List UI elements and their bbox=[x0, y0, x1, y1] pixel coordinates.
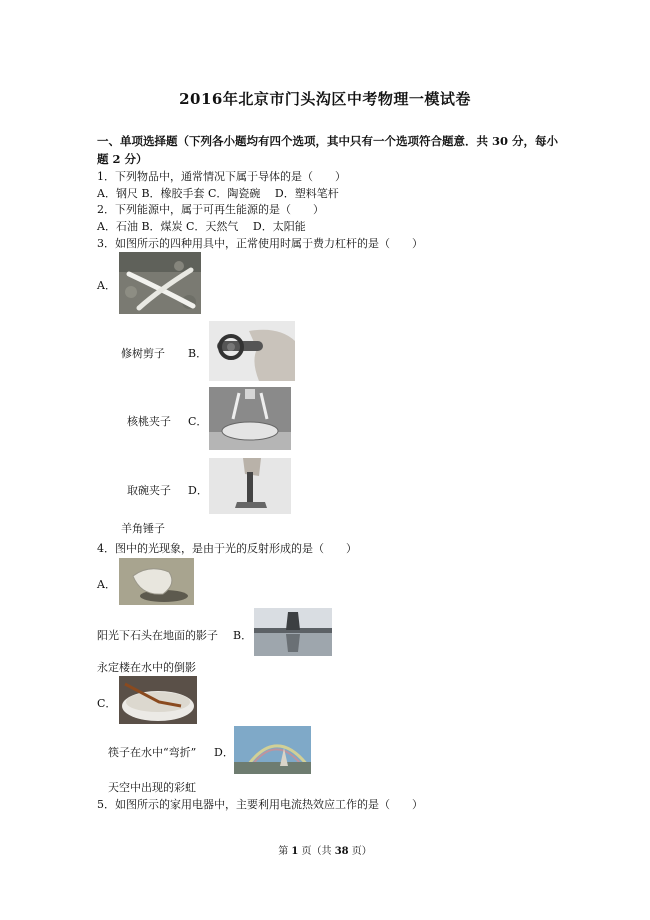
footer-prefix: 第 bbox=[278, 846, 292, 857]
q3-option-a-label: A． bbox=[97, 279, 116, 292]
q3-caption-a: 修树剪子 bbox=[121, 347, 165, 360]
question-3-stem: 3．如图所示的四种用具中，正常使用时属于费力杠杆的是（ ） bbox=[97, 237, 423, 250]
q4-option-c-label: C． bbox=[97, 697, 117, 710]
q4-caption-c: 筷子在水中“弯折” bbox=[108, 746, 197, 759]
page-title: 2016年北京市门头沟区中考物理一模试卷 bbox=[179, 90, 471, 108]
q3-option-c-label: C． bbox=[188, 415, 208, 428]
section-heading-line2: 题 2 分） bbox=[97, 152, 148, 166]
rainbow-photo bbox=[234, 726, 311, 774]
footer-total-pages: 38 bbox=[334, 846, 349, 857]
q4-option-b-label: B． bbox=[233, 629, 253, 642]
footer-suffix: 页） bbox=[348, 846, 372, 857]
bowl-clamp-photo bbox=[209, 387, 291, 450]
question-5-stem: 5．如图所示的家用电器中，主要利用电流热效应工作的是（ ） bbox=[97, 798, 423, 811]
question-1-stem: 1．下列物品中，通常情况下属于导体的是（ ） bbox=[97, 170, 346, 183]
q3-caption-b: 核桃夹子 bbox=[127, 415, 171, 428]
page-footer bbox=[0, 842, 650, 857]
footer-middle: 页（共 bbox=[298, 846, 335, 857]
section-heading-line1: 一、单项选择题（下列各小题均有四个选项，其中只有一个选项符合题意．共 30 分，每小 bbox=[97, 134, 559, 148]
q4-caption-a: 阳光下石头在地面的影子 bbox=[97, 629, 218, 642]
question-1-options: A．钢尺 B．橡胶手套 C．陶瓷碗 D．塑料笔杆 bbox=[97, 187, 339, 200]
walnut-cracker-photo bbox=[209, 321, 295, 381]
claw-hammer-photo bbox=[209, 458, 291, 514]
q3-caption-d: 羊角锤子 bbox=[121, 522, 165, 535]
q4-option-a-label: A． bbox=[97, 578, 116, 591]
question-2-options: A．石油 B．煤炭 C．天然气 D．太阳能 bbox=[97, 220, 306, 233]
question-2-stem: 2．下列能源中，属于可再生能源的是（ ） bbox=[97, 203, 324, 216]
q4-caption-b: 永定楼在水中的倒影 bbox=[97, 661, 196, 674]
pruning-shears-photo bbox=[119, 252, 201, 314]
question-4-stem: 4．图中的光现象，是由于光的反射形成的是（ ） bbox=[97, 542, 357, 555]
chopstick-bowl-photo bbox=[119, 676, 197, 724]
q3-caption-c: 取碗夹子 bbox=[127, 484, 171, 497]
tower-reflection-photo bbox=[254, 608, 332, 656]
footer-page-number: 1 bbox=[291, 846, 299, 857]
stone-shadow-photo bbox=[119, 558, 194, 605]
q3-option-d-label: D． bbox=[188, 484, 208, 497]
q3-option-b-label: B． bbox=[188, 347, 208, 360]
q4-option-d-label: D． bbox=[214, 746, 234, 759]
q4-caption-d: 天空中出现的彩虹 bbox=[108, 781, 196, 794]
